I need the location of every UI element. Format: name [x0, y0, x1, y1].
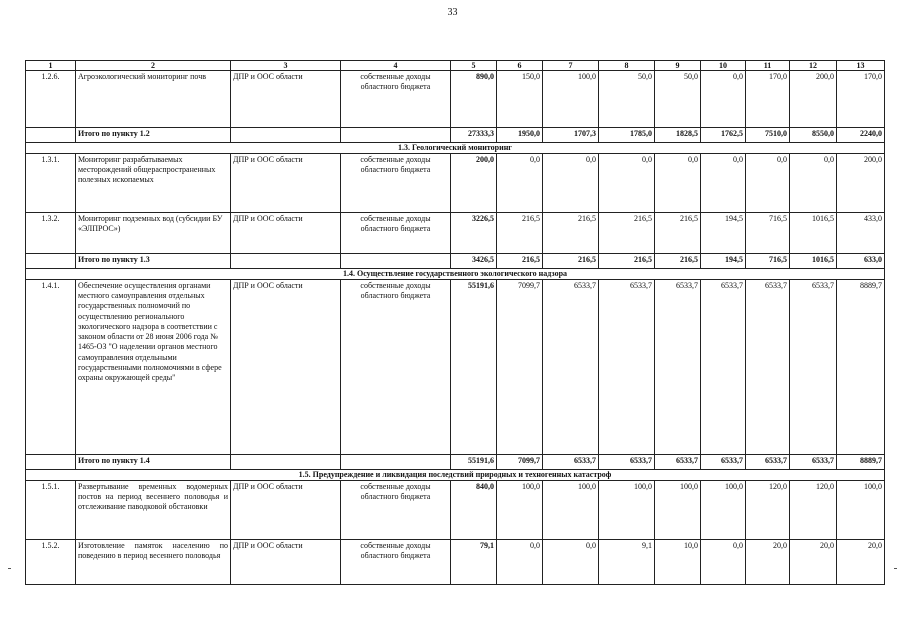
item-executor: ДПР и ООС области [231, 280, 341, 455]
value-cell: 0,0 [701, 540, 746, 585]
section-row [26, 269, 885, 280]
column-header-6: 6 [497, 61, 543, 71]
budget-table [25, 60, 885, 585]
table-row [26, 154, 885, 213]
value-cell: 216,5 [599, 213, 655, 254]
item-funding-source: собственные доходы областного бюджета [341, 213, 451, 254]
value-cell: 200,0 [837, 154, 885, 213]
value-cell: 0,0 [746, 154, 790, 213]
value-cell: 7099,7 [497, 280, 543, 455]
value-cell: 100,0 [543, 481, 599, 540]
page-number: 33 [447, 7, 458, 18]
value-cell: 633,0 [837, 254, 885, 269]
value-cell: 100,0 [599, 481, 655, 540]
value-cell: 216,5 [543, 213, 599, 254]
column-header-9: 9 [655, 61, 701, 71]
value-cell: 0,0 [701, 154, 746, 213]
value-cell: 0,0 [497, 540, 543, 585]
code-cell [26, 455, 76, 470]
code-cell [26, 128, 76, 143]
value-cell: 1707,3 [543, 128, 599, 143]
source-cell [341, 128, 451, 143]
value-cell: 1762,5 [701, 128, 746, 143]
section-title: 1.4. Осуществление государственного экологического надзора [26, 269, 885, 280]
value-cell: 170,0 [746, 71, 790, 128]
table-body [26, 61, 885, 585]
value-cell: 8889,7 [837, 455, 885, 470]
item-executor: ДПР и ООС области [231, 481, 341, 540]
value-cell: 20,0 [790, 540, 837, 585]
value-cell: 0,0 [701, 71, 746, 128]
value-cell: 216,5 [497, 254, 543, 269]
item-executor: ДПР и ООС области [231, 213, 341, 254]
source-cell [341, 254, 451, 269]
total-row [26, 455, 885, 470]
value-cell: 7510,0 [746, 128, 790, 143]
value-cell: 170,0 [837, 71, 885, 128]
value-cell: 6533,7 [599, 455, 655, 470]
value-cell: 100,0 [655, 481, 701, 540]
item-funding-source: собственные доходы областного бюджета [341, 71, 451, 128]
value-cell: 3226,5 [451, 213, 497, 254]
section-title: 1.3. Геологический мониторинг [26, 143, 885, 154]
value-cell: 216,5 [599, 254, 655, 269]
item-name: Обеспечение осуществления органами местного самоуправления отдельных государственных полномочий по осуществлению регионального экологического надзора в соответствии с законом области от 28 июня 2006 года № 1465-ОЗ "О наделении органов местного самоуправления отдельными государственными полномочиями в сфере охраны окружающей среды" [76, 280, 231, 455]
value-cell: 79,1 [451, 540, 497, 585]
value-cell: 1828,5 [655, 128, 701, 143]
code-cell [26, 254, 76, 269]
executor-cell [231, 254, 341, 269]
value-cell: 433,0 [837, 213, 885, 254]
total-label: Итого по пункту 1.4 [76, 455, 231, 470]
value-cell: 216,5 [655, 254, 701, 269]
item-code: 1.2.6. [26, 71, 76, 128]
value-cell: 50,0 [655, 71, 701, 128]
item-code: 1.3.1. [26, 154, 76, 213]
value-cell: 100,0 [701, 481, 746, 540]
item-funding-source: собственные доходы областного бюджета [341, 280, 451, 455]
value-cell: 8889,7 [837, 280, 885, 455]
value-cell: 194,5 [701, 213, 746, 254]
value-cell: 216,5 [655, 213, 701, 254]
column-header-4: 4 [341, 61, 451, 71]
item-executor: ДПР и ООС области [231, 71, 341, 128]
item-code: 1.5.2. [26, 540, 76, 585]
value-cell: 6533,7 [746, 280, 790, 455]
section-row [26, 470, 885, 481]
table-row [26, 540, 885, 585]
item-code: 1.5.1. [26, 481, 76, 540]
item-name: Развертывание временных водомерных постов на период весеннего половодья и отслеживание паводковой обстановки [76, 481, 231, 540]
item-name: Изготовление памяток населению по поведению в период весеннего половодья [76, 540, 231, 585]
item-funding-source: собственные доходы областного бюджета [341, 154, 451, 213]
table-row [26, 280, 885, 455]
item-code: 1.3.2. [26, 213, 76, 254]
table-row [26, 481, 885, 540]
item-code: 1.4.1. [26, 280, 76, 455]
value-cell: 840,0 [451, 481, 497, 540]
value-cell: 216,5 [497, 213, 543, 254]
value-cell: 20,0 [746, 540, 790, 585]
value-cell: 6533,7 [701, 280, 746, 455]
value-cell: 0,0 [655, 154, 701, 213]
value-cell: 55191,6 [451, 280, 497, 455]
source-cell [341, 455, 451, 470]
item-executor: ДПР и ООС области [231, 540, 341, 585]
value-cell: 1785,0 [599, 128, 655, 143]
value-cell: 100,0 [497, 481, 543, 540]
table-row [26, 213, 885, 254]
column-header-12: 12 [790, 61, 837, 71]
item-executor: ДПР и ООС области [231, 154, 341, 213]
column-header-13: 13 [837, 61, 885, 71]
value-cell: 6533,7 [599, 280, 655, 455]
value-cell: 0,0 [543, 154, 599, 213]
value-cell: 716,5 [746, 213, 790, 254]
total-row [26, 254, 885, 269]
value-cell: 100,0 [543, 71, 599, 128]
column-header-10: 10 [701, 61, 746, 71]
value-cell: 6533,7 [701, 455, 746, 470]
total-row [26, 128, 885, 143]
item-name: Агроэкологический мониторинг почв [76, 71, 231, 128]
value-cell: 3426,5 [451, 254, 497, 269]
value-cell: 150,0 [497, 71, 543, 128]
value-cell: 6533,7 [655, 280, 701, 455]
value-cell: 8550,0 [790, 128, 837, 143]
edge-mark-left [8, 568, 11, 569]
total-label: Итого по пункту 1.2 [76, 128, 231, 143]
value-cell: 6533,7 [543, 455, 599, 470]
value-cell: 2240,0 [837, 128, 885, 143]
value-cell: 100,0 [837, 481, 885, 540]
value-cell: 7099,7 [497, 455, 543, 470]
value-cell: 120,0 [746, 481, 790, 540]
executor-cell [231, 455, 341, 470]
value-cell: 716,5 [746, 254, 790, 269]
value-cell: 200,0 [451, 154, 497, 213]
column-header-7: 7 [543, 61, 599, 71]
value-cell: 9,1 [599, 540, 655, 585]
value-cell: 1016,5 [790, 213, 837, 254]
value-cell: 10,0 [655, 540, 701, 585]
value-cell: 216,5 [543, 254, 599, 269]
value-cell: 6533,7 [746, 455, 790, 470]
item-name: Мониторинг разрабатываемых месторождений общераспространенных полезных ископаемых [76, 154, 231, 213]
edge-mark-right [894, 568, 897, 569]
value-cell: 27333,3 [451, 128, 497, 143]
column-header-row [26, 61, 885, 71]
column-header-3: 3 [231, 61, 341, 71]
column-header-2: 2 [76, 61, 231, 71]
table-row [26, 71, 885, 128]
value-cell: 6533,7 [655, 455, 701, 470]
value-cell: 120,0 [790, 481, 837, 540]
value-cell: 0,0 [543, 540, 599, 585]
value-cell: 6533,7 [543, 280, 599, 455]
total-label: Итого по пункту 1.3 [76, 254, 231, 269]
value-cell: 0,0 [497, 154, 543, 213]
value-cell: 50,0 [599, 71, 655, 128]
section-row [26, 143, 885, 154]
value-cell: 194,5 [701, 254, 746, 269]
column-header-1: 1 [26, 61, 76, 71]
column-header-11: 11 [746, 61, 790, 71]
value-cell: 200,0 [790, 71, 837, 128]
value-cell: 890,0 [451, 71, 497, 128]
value-cell: 0,0 [790, 154, 837, 213]
value-cell: 6533,7 [790, 280, 837, 455]
column-header-5: 5 [451, 61, 497, 71]
item-funding-source: собственные доходы областного бюджета [341, 481, 451, 540]
item-name: Мониторинг подземных вод (субсидии БУ «ЭЛПРОС») [76, 213, 231, 254]
value-cell: 20,0 [837, 540, 885, 585]
value-cell: 6533,7 [790, 455, 837, 470]
section-title: 1.5. Предупреждение и ликвидация последствий природных и техногенных катастроф [26, 470, 885, 481]
column-header-8: 8 [599, 61, 655, 71]
item-funding-source: собственные доходы областного бюджета [341, 540, 451, 585]
value-cell: 1950,0 [497, 128, 543, 143]
value-cell: 1016,5 [790, 254, 837, 269]
executor-cell [231, 128, 341, 143]
value-cell: 0,0 [599, 154, 655, 213]
value-cell: 55191,6 [451, 455, 497, 470]
